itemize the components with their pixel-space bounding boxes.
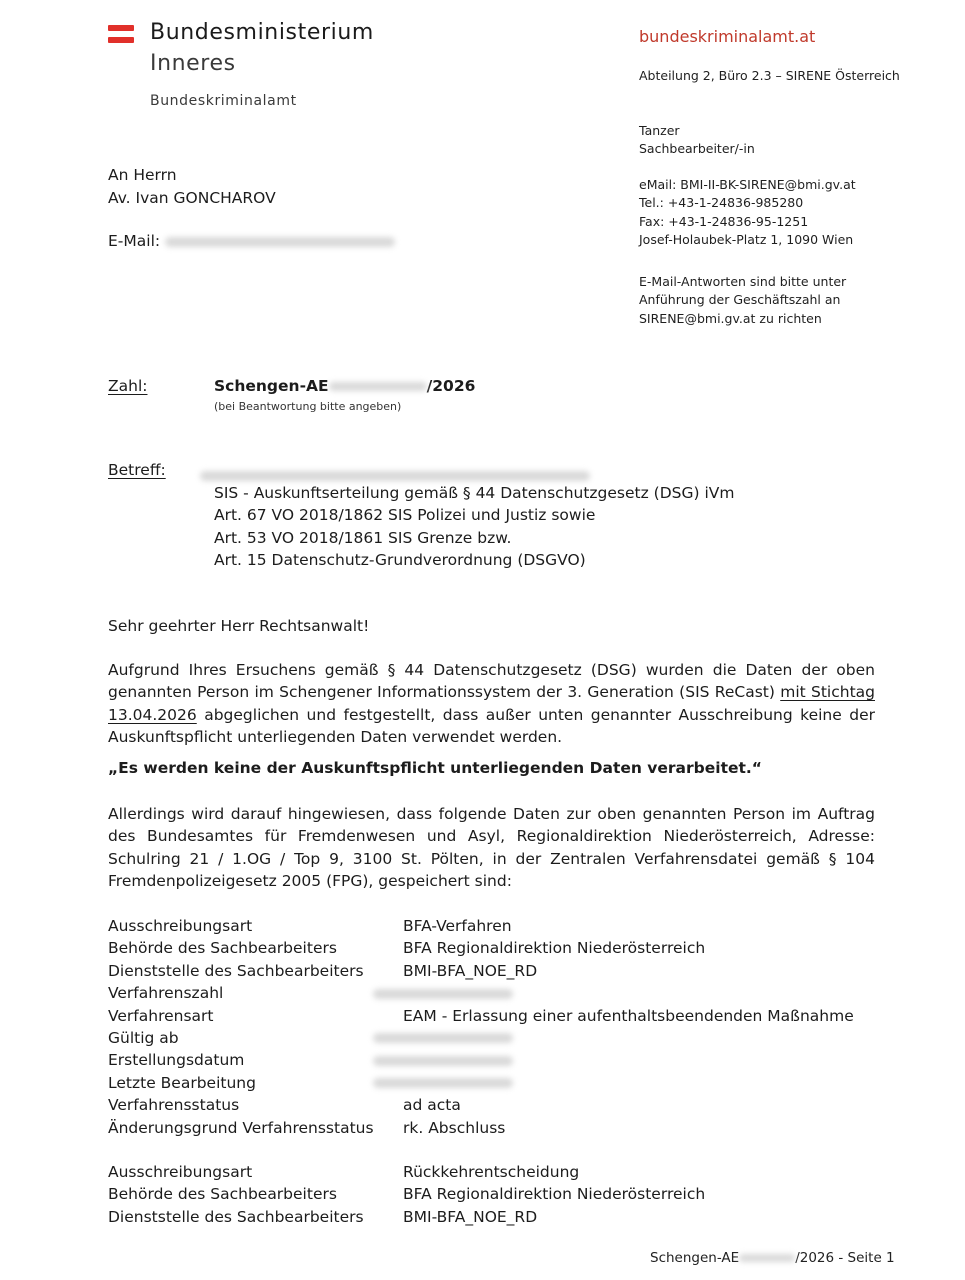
contact-address: Josef-Holaubek-Platz 1, 1090 Wien (639, 231, 854, 247)
contact-fax: Fax: +43-1-24836-95-1251 (639, 213, 809, 229)
record-key: Ausschreibungsart (108, 917, 253, 935)
record-row (108, 1094, 854, 1116)
clerk-role: Sachbearbeiter/-in (639, 141, 755, 157)
reference-number (214, 377, 475, 395)
subject-lines (214, 482, 735, 571)
record-key: Erstellungsdatum (108, 1051, 245, 1070)
record-key: Verfahrenszahl (108, 984, 224, 1003)
record-row (108, 937, 854, 959)
department-name: Bundeskriminalamt (150, 93, 297, 109)
subject-line: SIS - Auskunftserteilung gemäß § 44 Datenschutzgesetz (DSG) iVm (214, 484, 735, 502)
record-value: ad acta (403, 1096, 461, 1115)
record-table-1 (108, 915, 854, 1139)
record-key: Behörde des Sachbearbeiters (108, 1185, 337, 1204)
website-link[interactable]: bundeskriminalamt.at (639, 27, 816, 46)
ministry-subtitle: Inneres (150, 51, 236, 76)
paragraph-1-text: Aufgrund Ihres Ersuchens gemäß § 44 Datenschutzgesetz (DSG) wurden die Daten der oben genannten Person im Schengener Informationssystem der 3. Generation (SIS ReCast) (108, 661, 875, 702)
record-row (108, 1117, 854, 1139)
redacted-reference (329, 382, 427, 391)
record-value: EAM - Erlassung einer aufenthaltsbeendenden Maßnahme (403, 1006, 854, 1025)
reply-note-line: E-Mail-Antworten sind bitte unter (639, 274, 847, 289)
reference-prefix: Schengen-AE (214, 377, 329, 395)
record-value: BMI-BFA_NOE_RD (403, 961, 538, 980)
record-row (108, 1183, 705, 1205)
subject-line: Art. 15 Datenschutz-Grundverordnung (DSGVO) (214, 550, 586, 569)
paragraph-1-text-end: abgeglichen und festgestellt, dass außer unten genannter Ausschreibung keine der Auskunftspflicht unterliegenden Daten verwendet werden. (108, 705, 875, 746)
redacted-value (403, 982, 513, 1004)
reference-suffix: /2026 (426, 377, 476, 395)
record-key: Dienststelle des Sachbearbeiters (108, 961, 364, 980)
redacted-value (403, 1027, 513, 1049)
record-row (108, 982, 854, 1004)
record-key: Letzte Bearbeitung (108, 1073, 256, 1092)
record-table-2 (108, 1161, 705, 1228)
reply-note (639, 273, 846, 328)
record-key: Verfahrensstatus (108, 1096, 240, 1115)
record-row (108, 960, 854, 982)
reference-hint: (bei Beantwortung bitte angeben) (214, 400, 402, 413)
redacted-email (165, 237, 395, 247)
addressee-email-row (108, 232, 395, 250)
contact-block (639, 176, 856, 249)
addressee-email-label: E-Mail: (108, 232, 161, 250)
clerk-name: Tanzer (639, 123, 680, 138)
contact-email[interactable]: eMail: BMI-II-BK-SIRENE@bmi.gv.at (639, 177, 856, 192)
record-value: BFA Regionaldirektion Niederösterreich (403, 1185, 706, 1204)
record-key: Änderungsgrund Verfahrensstatus (108, 1118, 374, 1137)
subject-label: Betreff: (108, 461, 166, 479)
record-row (108, 1161, 705, 1183)
austria-flag-icon (108, 25, 134, 43)
redacted-footer-reference (739, 1254, 795, 1262)
office-line: Abteilung 2, Büro 2.3 – SIRENE Österreich (639, 68, 900, 83)
redacted-value (403, 1072, 513, 1094)
addressee-salutation: An Herrn (108, 166, 177, 184)
footer-suffix: /2026 - Seite 1 (795, 1250, 895, 1266)
addressee-name: Av. Ivan GONCHAROV (108, 189, 276, 207)
record-value: BMI-BFA_NOE_RD (403, 1207, 538, 1226)
bold-statement: „Es werden keine der Auskunftspflicht unterliegenden Daten verarbeitet.“ (108, 759, 762, 777)
record-key: Verfahrensart (108, 1006, 214, 1025)
record-value: rk. Abschluss (403, 1118, 506, 1137)
redacted-value (403, 1049, 513, 1071)
contact-phone: Tel.: +43-1-24836-985280 (639, 195, 804, 211)
record-row (108, 1206, 705, 1228)
record-value: BFA-Verfahren (403, 917, 512, 935)
record-value: BFA Regionaldirektion Niederösterreich (403, 939, 706, 958)
subject-line: Art. 53 VO 2018/1861 SIS Grenze bzw. (214, 528, 512, 547)
record-row (108, 915, 854, 937)
subject-line: Art. 67 VO 2018/1862 SIS Polizei und Justiz sowie (214, 506, 596, 525)
addressee-block (108, 164, 276, 210)
record-key: Dienststelle des Sachbearbeiters (108, 1207, 364, 1226)
record-value: Rückkehrentscheidung (403, 1163, 580, 1181)
page-footer (650, 1250, 895, 1266)
reference-label: Zahl: (108, 377, 148, 395)
paragraph-2: Allerdings wird darauf hingewiesen, dass folgende Daten zur oben genannten Person im Auftrag des Bundesamtes für Fremdenwesen und Asyl, Regionaldirektion Niederösterreich, Adresse: Schulring 21 / 1.OG / Top 9, 3100 St. Pölten, in der Zentralen Verfahrensdatei gemäß § 104 Fremdenpolizeigesetz 2005 (FPG), gespeichert sind: (108, 805, 875, 890)
record-row (108, 1027, 854, 1049)
clerk-block (639, 122, 755, 159)
reply-note-line: Anführung der Geschäftszahl an (639, 292, 841, 308)
record-key: Ausschreibungsart (108, 1163, 253, 1181)
greeting: Sehr geehrter Herr Rechtsanwalt! (108, 617, 370, 635)
paragraph-1 (108, 659, 875, 748)
record-row (108, 1072, 854, 1094)
record-row (108, 1049, 854, 1071)
cutoff-date: mit Stichtag 13.04.2026 (108, 683, 875, 724)
ministry-title: Bundesministerium (150, 20, 374, 45)
record-row (108, 1005, 854, 1027)
record-key: Gültig ab (108, 1028, 179, 1047)
footer-prefix: Schengen-AE (650, 1250, 740, 1266)
record-key: Behörde des Sachbearbeiters (108, 939, 337, 958)
reply-note-line: SIRENE@bmi.gv.at zu richten (639, 310, 822, 326)
